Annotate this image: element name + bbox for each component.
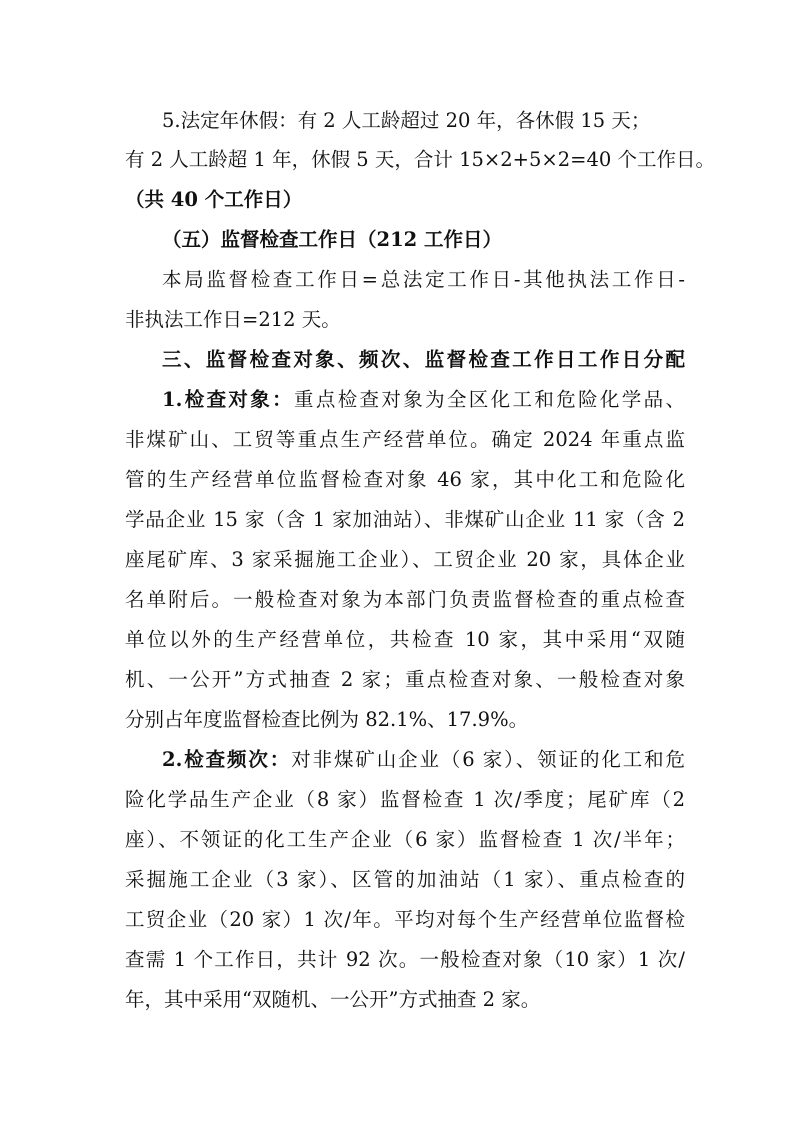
heading-section-three: 三、监督检查对象、频次、监督检查工作日工作日分配 bbox=[162, 348, 685, 371]
paragraph-inspection-frequency-line-3: 座）、不领证的化工生产企业（6 家）监督检查 1 次/半年； bbox=[125, 828, 685, 851]
paragraph-inspection-frequency-line-5: 工贸企业（20 家）1 次/年。平均对每个生产经营单位监督检 bbox=[125, 908, 685, 931]
paragraph-inspection-objects-line-4: 学品企业 15 家（含 1 家加油站）、非煤矿山企业 11 家（含 2 bbox=[125, 508, 685, 531]
paragraph-inspection-objects-line-8: 机、一公开”方式抽查 2 家；重点检查对象、一般检查对象 bbox=[125, 668, 685, 691]
paragraph-inspection-objects-line-5: 座尾矿库、3 家采掘施工企业）、工贸企业 20 家，具体企业 bbox=[125, 548, 685, 571]
paragraph-inspection-objects-line-7: 单位以外的生产经营单位，共检查 10 家，其中采用“双随 bbox=[125, 628, 685, 651]
paragraph-inspection-objects-line-1: 1.检查对象：重点检查对象为全区化工和危险化学品、 bbox=[162, 388, 685, 411]
heading-supervision-workdays: （五）监督检查工作日（212 工作日） bbox=[162, 228, 502, 251]
paragraph-inspection-objects-line-9: 分别占年度监督检查比例为 82.1%、17.9%。 bbox=[125, 708, 529, 731]
paragraph-inspection-objects-line-3: 管的生产经营单位监督检查对象 46 家，其中化工和危险化 bbox=[125, 468, 685, 491]
paragraph-inspection-objects-line-6: 名单附后。一般检查对象为本部门负责监督检查的重点检查 bbox=[125, 588, 685, 611]
paragraph-annual-leave-line-1: 5.法定年休假：有 2 人工龄超过 20 年，各休假 15 天； bbox=[162, 109, 651, 132]
paragraph-inspection-frequency-line-1: 2.检查频次：对非煤矿山企业（6 家）、领证的化工和危 bbox=[162, 748, 686, 771]
paragraph-formula-line-1: 本局监督检查工作日=总法定工作日-其他执法工作日- bbox=[162, 268, 685, 291]
paragraph-formula-line-2: 非执法工作日=212 天。 bbox=[125, 308, 341, 331]
label-inspection-frequency: 2.检查频次： bbox=[162, 748, 292, 771]
paragraph-inspection-frequency-line-7: 年，其中采用“双随机、一公开”方式抽查 2 家。 bbox=[125, 988, 541, 1011]
paragraph-annual-leave-total: （共 40 个工作日） bbox=[125, 188, 303, 211]
paragraph-inspection-frequency-line-6: 查需 1 个工作日，共计 92 次。一般检查对象（10 家）1 次/ bbox=[125, 948, 685, 971]
paragraph-inspection-frequency-line-2: 险化学品生产企业（8 家）监督检查 1 次/季度；尾矿库（2 bbox=[125, 788, 685, 811]
paragraph-inspection-frequency-line-4: 采掘施工企业（3 家）、区管的加油站（1 家）、重点检查的 bbox=[125, 868, 685, 891]
label-inspection-objects: 1.检查对象： bbox=[162, 388, 294, 411]
paragraph-annual-leave-line-2: 有 2 人工龄超 1 年，休假 5 天，合计 15×2+5×2=40 个工作日。 bbox=[125, 148, 716, 171]
paragraph-inspection-objects-line-2: 非煤矿山、工贸等重点生产经营单位。确定 2024 年重点监 bbox=[125, 428, 685, 451]
